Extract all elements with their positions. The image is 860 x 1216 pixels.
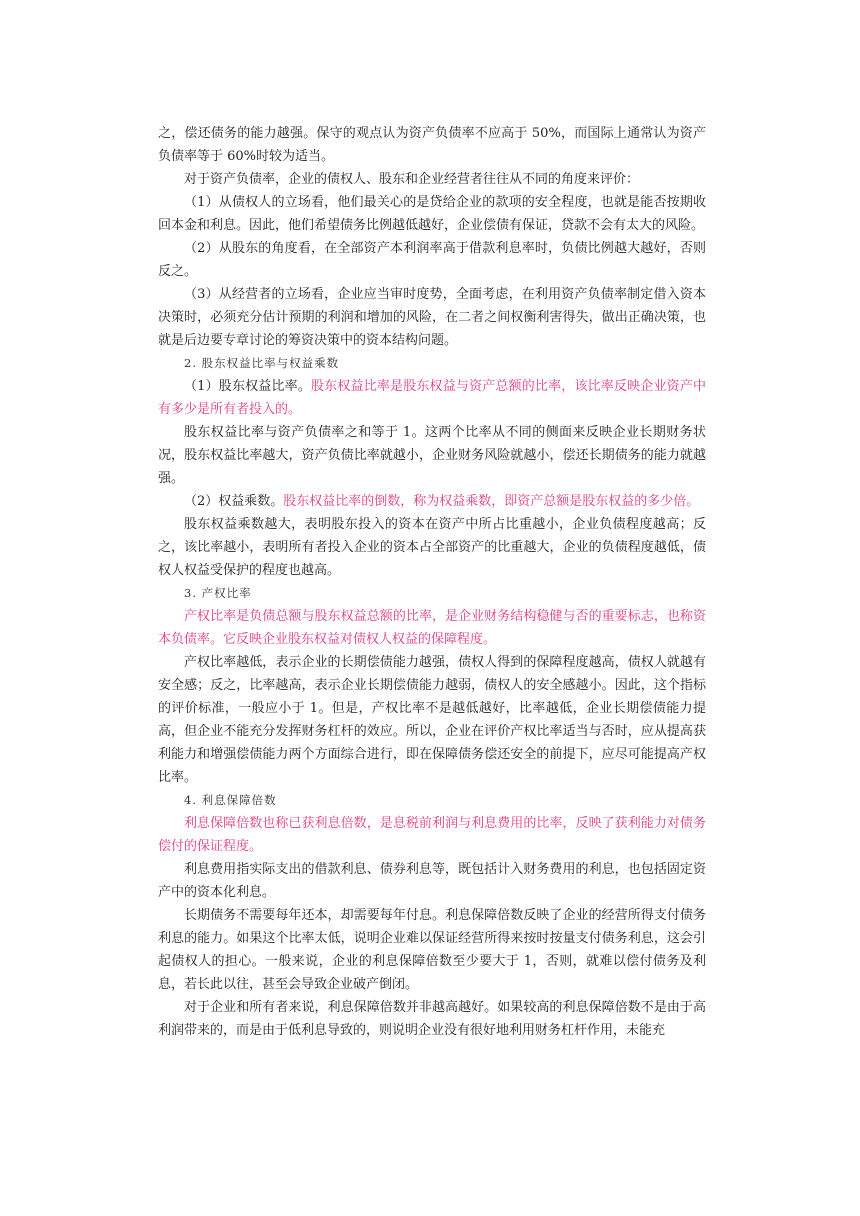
highlighted-definition: 利息保障倍数也称已获利息倍数，是息税前利润与利息费用的比率，反映了获利能力对债务偿付的保证程度。 [158, 816, 706, 854]
section-heading: 4. 利息保障倍数 [184, 793, 277, 807]
highlighted-definition: 股东权益比率是股东权益与资产总额的比率，该比率反映企业资产中有多少是所有者投入的。 [158, 379, 706, 417]
paragraph: 产权比率越低，表示企业的长期偿债能力越强，债权人得到的保障程度越高，债权人就越有安全感；反之，比率越高，表示企业长期偿债能力越弱，债权人的安全感越小。因此，这个指标的评价标准，一般应小于 1。但是，产权比率不是越低越好，比率越低，企业长期偿债能力提高，但企业不能充分发挥财务杠杆的效应。所以，企业在评价产权比率适当与否时，应从提高获利能力和增强偿债能力两个方面综合进行，即在保障债务偿还安全的前提下，应尽可能提高产权比率。 [158, 655, 706, 785]
paragraph: 对于资产负债率，企业的债权人、股东和企业经营者往往从不同的角度来评价： [184, 172, 640, 187]
highlighted-definition: 产权比率是负债总额与股东权益总额的比率，是企业财务结构稳健与否的重要标志，也称资本负债率。它反映企业股东权益对债权人权益的保障程度。 [158, 609, 706, 647]
paragraph: 利息费用指实际支出的借款利息、债券利息等，既包括计入财务费用的利息，也包括固定资产中的资本化利息。 [158, 862, 706, 900]
paragraph: （2）从股东的角度看，在全部资产本利润率高于借款利息率时，负债比例越大越好，否则反之。 [158, 241, 706, 279]
paragraph [158, 375, 706, 421]
term-label: （1）股东权益比率。 [184, 379, 311, 394]
section-heading: 3. 产权比率 [184, 586, 252, 600]
paragraph: （3）从经营者的立场看，企业应当审时度势，全面考虑，在利用资产负债率制定借入资本决策时，必须充分估计预期的利润和增加的风险，在二者之间权衡利害得失，做出正确决策，也就是后边要专章讨论的筹资决策中的资本结构问题。 [158, 287, 706, 348]
paragraph: 长期债务不需要每年还本，却需要每年付息。利息保障倍数反映了企业的经营所得支付债务利息的能力。如果这个比率太低，说明企业难以保证经营所得来按时按量支付债务利息，这会引起债权人的担心。一般来说，企业的利息保障倍数至少要大于 1，否则，就难以偿付债务及利息，若长此以往，甚至会导致企业破产倒闭。 [158, 908, 706, 992]
document-page [158, 122, 706, 1042]
paragraph: 股东权益比率与资产负债率之和等于 1。这两个比率从不同的侧面来反映企业长期财务状况，股东权益比率越大，资产负债比率就越小，企业财务风险就越小，偿还长期债务的能力就越强。 [158, 425, 706, 486]
paragraph: 股东权益乘数越大，表明股东投入的资本在资产中所占比重越小，企业负债程度越高；反之，该比率越小，表明所有者投入企业的资本占全部资产的比重越大，企业的负债程度越低，债权人权益受保护的程度也越高。 [158, 517, 706, 578]
section-heading: 2. 股东权益比率与权益乘数 [184, 356, 340, 370]
paragraph: 对于企业和所有者来说，利息保障倍数并非越高越好。如果较高的利息保障倍数不是由于高利润带来的，而是由于低利息导致的，则说明企业没有很好地利用财务杠杆作用，未能充 [158, 1000, 706, 1038]
term-label: （2）权益乘数。 [184, 494, 284, 509]
paragraph: （1）从债权人的立场看，他们最关心的是贷给企业的款项的安全程度，也就是能否按期收回本金和利息。因此，他们希望债务比例越低越好，企业偿债有保证，贷款不会有太大的风险。 [158, 195, 706, 233]
paragraph [158, 490, 706, 513]
highlighted-definition: 股东权益比率的倒数，称为权益乘数，即资产总额是股东权益的多少倍。 [283, 494, 700, 509]
paragraph: 之，偿还债务的能力越强。保守的观点认为资产负债率不应高于 50%，而国际上通常认为资产负债率等于 60%时较为适当。 [158, 126, 706, 164]
